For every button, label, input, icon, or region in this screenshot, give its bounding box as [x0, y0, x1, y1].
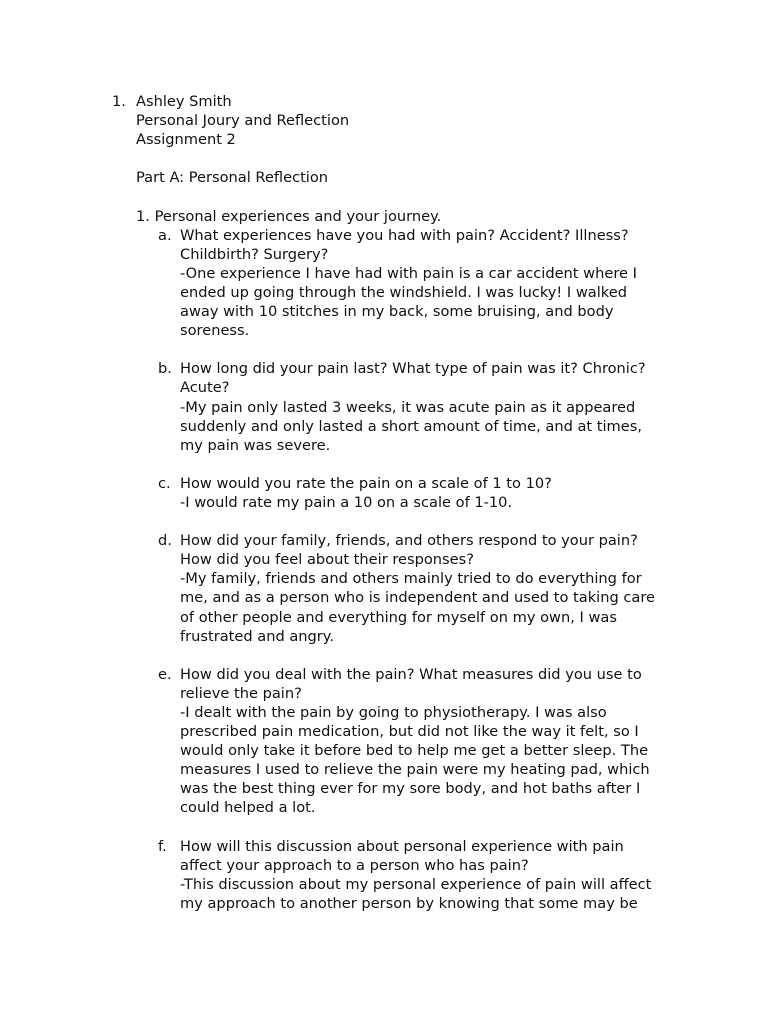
item-line: would only take it before bed to help me get a better sleep. The [180, 742, 649, 760]
item-line: of other people and everything for myself on my own, I was [180, 608, 617, 626]
section-title-wrap [136, 168, 672, 187]
item-line: ended up going through the windshield. I was lucky! I walked [180, 283, 627, 301]
spacer [112, 149, 672, 168]
item-line: prescribed pain medication, but did not like the way it felt, so I [180, 723, 639, 741]
item-letter: d. [158, 532, 172, 550]
item-line: away with 10 stitches in my back, some bruising, and body [180, 303, 614, 321]
item-body [180, 531, 672, 646]
author-name: Ashley Smith [136, 93, 232, 110]
item-line: Acute? [180, 379, 230, 397]
item-body [180, 837, 672, 913]
item-line: What experiences have you had with pain? Accident? Illness? [180, 226, 629, 244]
item-line: How long did your pain last? What type of pain was it? Chronic? [180, 360, 646, 378]
item-body [180, 226, 672, 341]
item-line: my pain was severe. [180, 436, 331, 454]
section-title: Part A: Personal Reflection [136, 169, 329, 187]
item-line: frustrated and angry. [180, 627, 335, 645]
spacer [112, 187, 672, 206]
item-line: How would you rate the pain on a scale of 1 to 10? [180, 474, 552, 492]
question-intro-wrap [136, 207, 672, 226]
spacer [112, 818, 672, 837]
item-line: me, and as a person who is independent and used to taking care [180, 589, 656, 607]
item-line: How did your family, friends, and others respond to your pain? [180, 532, 638, 550]
item-line: -I would rate my pain a 10 on a scale of 1-10. [180, 493, 513, 511]
item-letter: f. [158, 837, 167, 855]
list-item [158, 359, 672, 454]
item-line: -One experience I have had with pain is a car accident where I [180, 264, 637, 282]
assignment-title: Assignment 2 [136, 131, 236, 149]
item-line: soreness. [180, 322, 250, 340]
item-line: -My family, friends and others mainly tried to do everything for [180, 570, 642, 588]
item-body [180, 665, 672, 818]
item-line: How did you deal with the pain? What measures did you use to [180, 665, 642, 683]
item-letter: c. [158, 474, 171, 492]
item-line: affect your approach to a person who has pain? [180, 856, 529, 874]
list-item [158, 474, 672, 512]
question-intro: 1. Personal experiences and your journey. [136, 207, 442, 225]
spacer [112, 455, 672, 474]
spacer [112, 340, 672, 359]
item-line: How will this discussion about personal experience with pain [180, 837, 624, 855]
course-title: Personal Joury and Reflection [136, 112, 350, 130]
item-letter: b. [158, 360, 172, 378]
header-list-item [112, 92, 672, 149]
document-body [112, 92, 672, 913]
spacer [112, 646, 672, 665]
item-line: Childbirth? Surgery? [180, 245, 329, 263]
list-marker: 1. [112, 93, 126, 110]
item-body [180, 359, 672, 454]
item-line: measures I used to relieve the pain were my heating pad, which [180, 761, 650, 779]
list-item [158, 226, 672, 341]
item-line: my approach to another person by knowing that some may be [180, 894, 638, 912]
item-line: relieve the pain? [180, 684, 302, 702]
item-letter: e. [158, 665, 172, 683]
item-line: How did you feel about their responses? [180, 551, 474, 569]
list-item [158, 665, 672, 818]
item-line: -I dealt with the pain by going to physiotherapy. I was also [180, 704, 607, 721]
item-line: -This discussion about my personal experience of pain will affect [180, 875, 652, 893]
item-line: was the best thing ever for my sore body, and hot baths after I [180, 780, 641, 798]
item-line: -My pain only lasted 3 weeks, it was acute pain as it appeared [180, 398, 636, 416]
header-lines [136, 92, 672, 149]
spacer [112, 512, 672, 531]
list-item [158, 837, 672, 913]
item-line: suddenly and only lasted a short amount of time, and at times, [180, 417, 642, 435]
item-letter: a. [158, 226, 172, 244]
item-body [180, 474, 672, 512]
list-item [158, 531, 672, 646]
item-line: could helped a lot. [180, 799, 316, 817]
